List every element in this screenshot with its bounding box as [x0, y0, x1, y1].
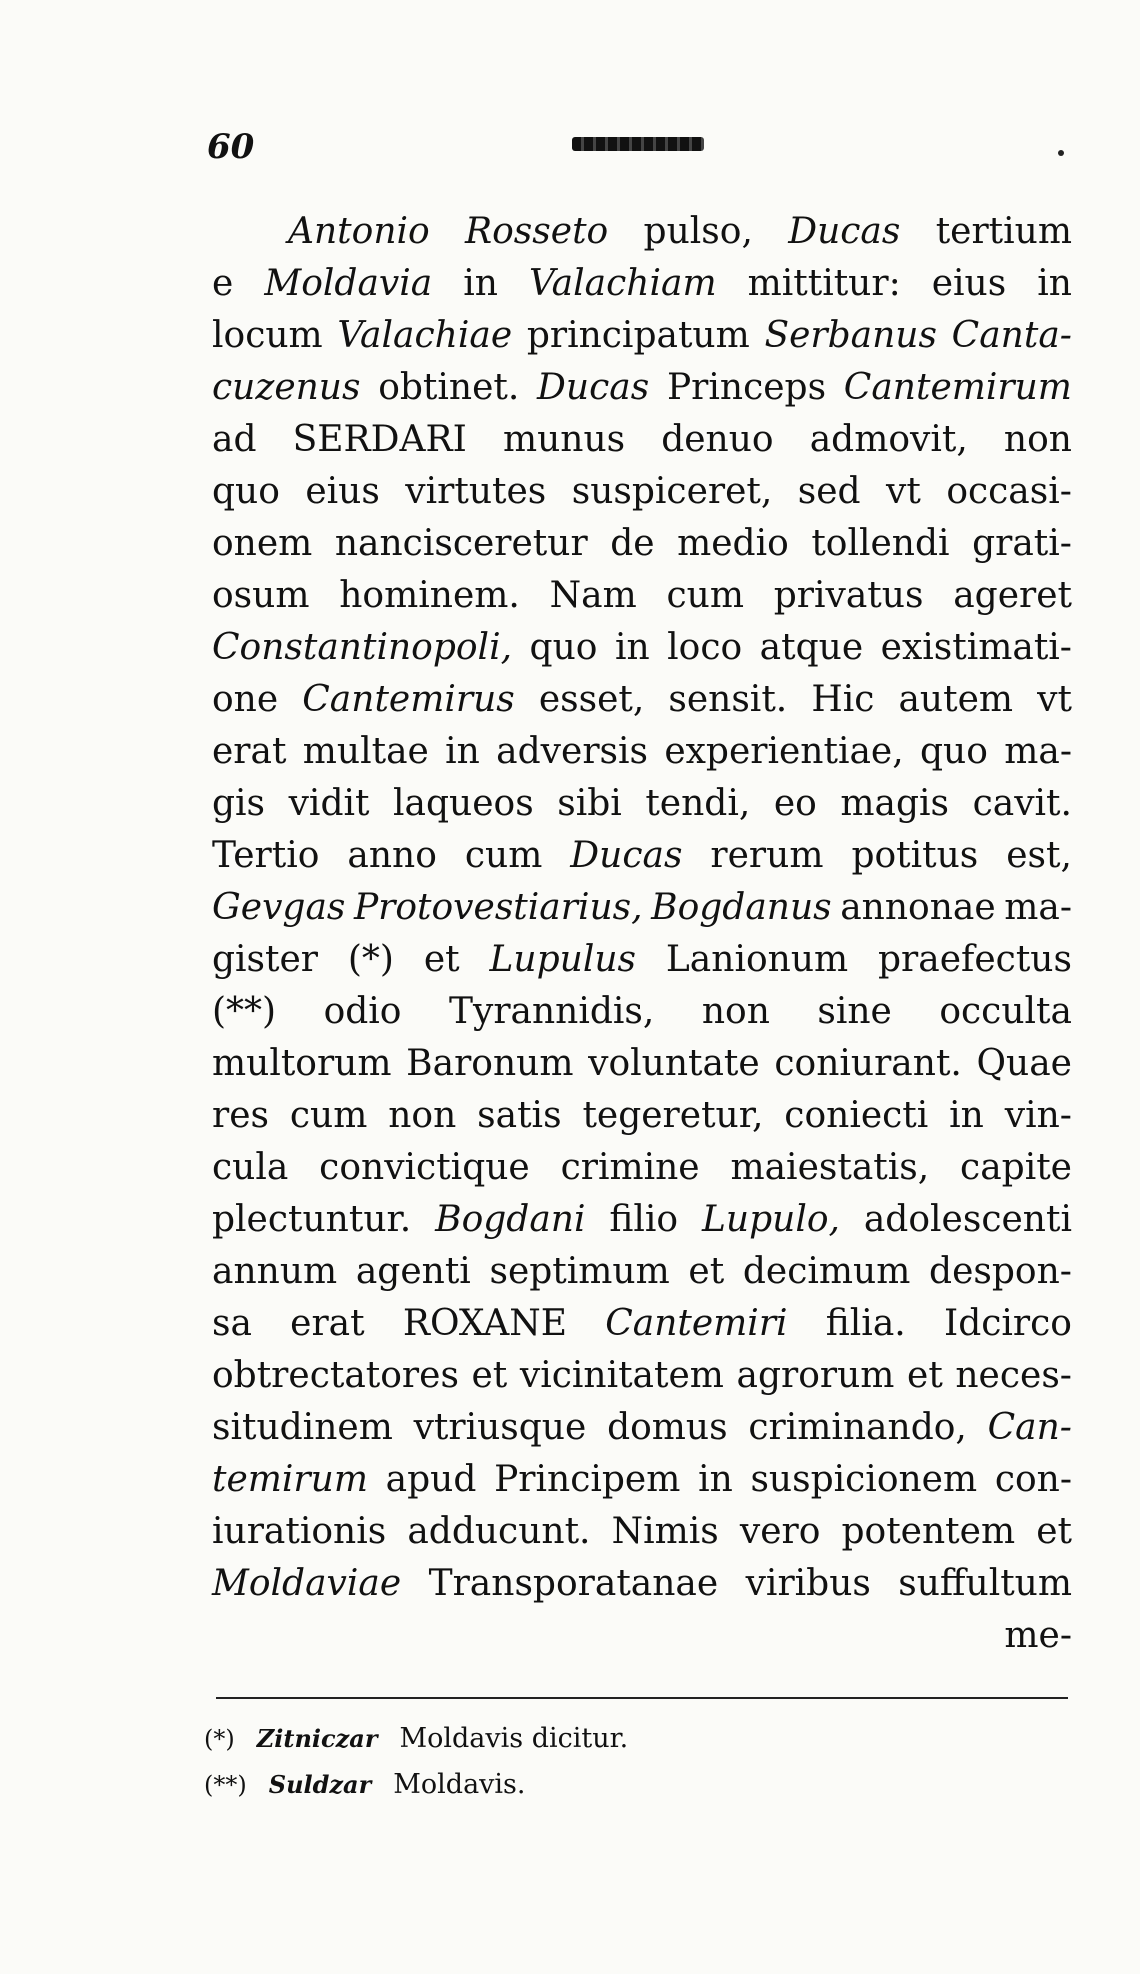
text-line [212, 1090, 1072, 1142]
word: Principem [494, 1459, 681, 1500]
word: de [610, 523, 655, 564]
word: vicinitatem [519, 1355, 724, 1396]
word: capite [960, 1147, 1072, 1188]
text-line [212, 518, 1072, 570]
text-line [212, 1610, 1072, 1662]
word: quo [212, 471, 280, 512]
word: denuo [661, 419, 774, 460]
text-line [212, 310, 1072, 362]
word: suspiceret, [571, 471, 773, 512]
text-line [212, 1298, 1072, 1350]
word: obtinet. [378, 367, 520, 408]
word: hominem. [339, 575, 520, 616]
word: medio [677, 523, 789, 564]
word: cum [666, 575, 744, 616]
footnote-text: Moldavis dicitur. [399, 1723, 629, 1754]
footnote-term: Zitniczar [256, 1724, 378, 1753]
text-line [212, 1194, 1072, 1246]
word: Protovestiarius, [353, 887, 643, 928]
word: praefectus [878, 939, 1072, 980]
word: ma- [1004, 731, 1072, 772]
word: one [212, 679, 279, 720]
word: munus [502, 419, 626, 460]
text-line [212, 934, 1072, 986]
word: filia. [825, 1303, 906, 1344]
text-line [212, 882, 1072, 934]
word: eius [931, 263, 1007, 304]
word: onem [212, 523, 313, 564]
word: res [212, 1095, 269, 1136]
word: vero [739, 1511, 821, 1552]
word: Rosseto [465, 211, 609, 252]
word: neces- [955, 1355, 1072, 1396]
text-line [212, 206, 1072, 258]
word: occulta [939, 991, 1072, 1032]
word: Constantinopoli, [212, 627, 513, 668]
word: non [388, 1095, 457, 1136]
word: adolescenti [863, 1199, 1072, 1240]
word: quo [920, 731, 988, 772]
word: sa [212, 1303, 252, 1344]
text-line [212, 1402, 1072, 1454]
word: Lupulo, [702, 1199, 840, 1240]
text-line [212, 830, 1072, 882]
word: Nam [549, 575, 637, 616]
word: tollendi [811, 523, 950, 564]
word: me- [1004, 1615, 1072, 1656]
word: erat [290, 1303, 365, 1344]
word: Princeps [666, 367, 827, 408]
word: et [1036, 1511, 1072, 1552]
word: Gevgas [212, 887, 346, 928]
word: SERDARI [292, 419, 467, 460]
word: coniurant. [774, 1043, 962, 1084]
word: Lupulus [489, 939, 637, 980]
text-line [212, 726, 1072, 778]
word: Idcirco [943, 1303, 1072, 1344]
word: rerum [710, 835, 824, 876]
word: Can- [987, 1407, 1072, 1448]
word: locum [212, 315, 323, 356]
word: domus [607, 1407, 728, 1448]
footnote-rule [216, 1697, 1068, 1699]
word: non [1003, 419, 1072, 460]
text-line [212, 466, 1072, 518]
word: ageret [953, 575, 1072, 616]
word: ROXANE [402, 1303, 567, 1344]
word: suspicionem [750, 1459, 978, 1500]
word: cum [289, 1095, 368, 1136]
word: loco [667, 627, 743, 668]
word: potentem [841, 1511, 1016, 1552]
word: virtutes [405, 471, 547, 512]
word: Valachiae [337, 315, 513, 356]
word: apud [385, 1459, 477, 1500]
word: osum [212, 575, 310, 616]
word: sensit. [668, 679, 788, 720]
word: nancisceretur [334, 523, 588, 564]
text-line [212, 986, 1072, 1038]
header-dot [1058, 150, 1064, 156]
word: Hic [811, 679, 875, 720]
word: Moldavia [264, 263, 433, 304]
word: iurationis [212, 1511, 387, 1552]
text-line [212, 1246, 1072, 1298]
word: tertium [935, 211, 1072, 252]
word: in [698, 1459, 733, 1500]
word: odio [323, 991, 402, 1032]
word: situdinem [212, 1407, 393, 1448]
word: et [907, 1355, 943, 1396]
word: sed [797, 471, 861, 512]
word: decimum [742, 1251, 911, 1292]
word: temirum [212, 1459, 368, 1500]
word: cum [464, 835, 543, 876]
word: ad [212, 419, 257, 460]
word: despon- [929, 1251, 1072, 1292]
word: annonae [840, 887, 996, 928]
word: annum [212, 1251, 338, 1292]
word: Tertio [212, 835, 320, 876]
word: (**) [212, 991, 277, 1032]
word: Nimis [611, 1511, 719, 1552]
word: Cantemirum [843, 367, 1072, 408]
word: agenti [355, 1251, 471, 1292]
word: et [471, 1355, 508, 1396]
word: criminando, [748, 1407, 967, 1448]
text-line [212, 674, 1072, 726]
word: Lanionum [665, 939, 849, 980]
word: in [1037, 263, 1072, 304]
word: Transporatanae [428, 1563, 719, 1604]
word: coniecti [784, 1095, 929, 1136]
word: Bogdanus [651, 887, 832, 928]
text-line [212, 1350, 1072, 1402]
word: plectuntur. [212, 1199, 412, 1240]
word: gis [212, 783, 266, 824]
footnote-text: Moldavis. [393, 1769, 526, 1800]
word: cula [212, 1147, 289, 1188]
word: adducunt. [407, 1511, 591, 1552]
word: in [445, 731, 480, 772]
word: vtriusque [413, 1407, 587, 1448]
word: Ducas [788, 211, 901, 252]
word: esset, [538, 679, 645, 720]
text-line [212, 258, 1072, 310]
word: Antonio [288, 211, 430, 252]
word: quo [529, 627, 598, 668]
word: experientiae, [664, 731, 904, 772]
word: tegeretur, [582, 1095, 764, 1136]
word: filio [609, 1199, 679, 1240]
text-line [212, 1454, 1072, 1506]
text-line [212, 1142, 1072, 1194]
word: existimati- [880, 627, 1072, 668]
word: cuzenus [212, 367, 361, 408]
word: Bogdani [435, 1199, 586, 1240]
word: et [423, 939, 460, 980]
word: vin- [1004, 1095, 1072, 1136]
text-line [212, 1558, 1072, 1610]
word: adversis [496, 731, 648, 772]
footnote-mark: (**) [204, 1771, 247, 1799]
word: cavit. [972, 783, 1072, 824]
word: Ducas [570, 835, 683, 876]
word: magis [840, 783, 950, 824]
footnote-mark: (*) [204, 1725, 235, 1753]
footnote-2 [204, 1762, 1064, 1808]
word: eo [773, 783, 817, 824]
word: viribus [745, 1563, 871, 1604]
word: Valachiam [528, 263, 717, 304]
word: privatus [773, 575, 924, 616]
word: convictique [319, 1147, 530, 1188]
word: gister [212, 939, 319, 980]
word: in [614, 627, 650, 668]
word: erat [212, 731, 287, 772]
word: e [212, 263, 234, 304]
word: vidit [288, 783, 370, 824]
word: anno [347, 835, 437, 876]
word: eius [305, 471, 380, 512]
word: sibi [557, 783, 622, 824]
word: Cantemiri [605, 1303, 788, 1344]
word: voluntate [588, 1043, 760, 1084]
text-line [212, 1038, 1072, 1090]
word: Serbanus [764, 315, 937, 356]
word: autem [898, 679, 1014, 720]
word: (*) [347, 939, 394, 980]
text-line [212, 570, 1072, 622]
word: suffultum [898, 1563, 1072, 1604]
word: maiestatis, [730, 1147, 930, 1188]
word: Ducas [537, 367, 650, 408]
word: Cantemirus [302, 679, 515, 720]
body-text [212, 206, 1072, 1662]
word: vt [1037, 679, 1072, 720]
word: tendi, [645, 783, 751, 824]
word: mittitur: [747, 263, 901, 304]
word: non [701, 991, 770, 1032]
word: Moldaviae [212, 1563, 402, 1604]
word: Baronum [406, 1043, 574, 1084]
word: septimum [489, 1251, 670, 1292]
word: Canta- [951, 315, 1072, 356]
text-line [212, 362, 1072, 414]
word: in [463, 263, 498, 304]
word: con- [994, 1459, 1072, 1500]
word: multorum [212, 1043, 392, 1084]
text-line [212, 414, 1072, 466]
word: multae [302, 731, 429, 772]
word: in [949, 1095, 984, 1136]
word: obtrectatores [212, 1355, 459, 1396]
word: et [688, 1251, 725, 1292]
word: est, [1006, 835, 1072, 876]
word: satis [477, 1095, 562, 1136]
word: principatum [526, 315, 750, 356]
word: sine [817, 991, 892, 1032]
word: Quae [976, 1043, 1072, 1084]
word: grati- [972, 523, 1072, 564]
word: admovit, [809, 419, 968, 460]
text-line [212, 778, 1072, 830]
word: potitus [851, 835, 979, 876]
footnotes [204, 1716, 1064, 1808]
word: occasi- [946, 471, 1072, 512]
word: Tyrannidis, [448, 991, 655, 1032]
word: crimine [560, 1147, 700, 1188]
word: pulso, [643, 211, 753, 252]
page-number: 60 [207, 127, 255, 167]
word: ma- [1004, 887, 1072, 928]
word: atque [759, 627, 864, 668]
header-ornament [572, 137, 704, 151]
word: vt [886, 471, 921, 512]
text-line [212, 1506, 1072, 1558]
footnote-term: Suldzar [268, 1770, 372, 1799]
text-line [212, 622, 1072, 674]
footnote-1 [204, 1716, 1064, 1762]
word: agrorum [736, 1355, 895, 1396]
word: laqueos [393, 783, 534, 824]
